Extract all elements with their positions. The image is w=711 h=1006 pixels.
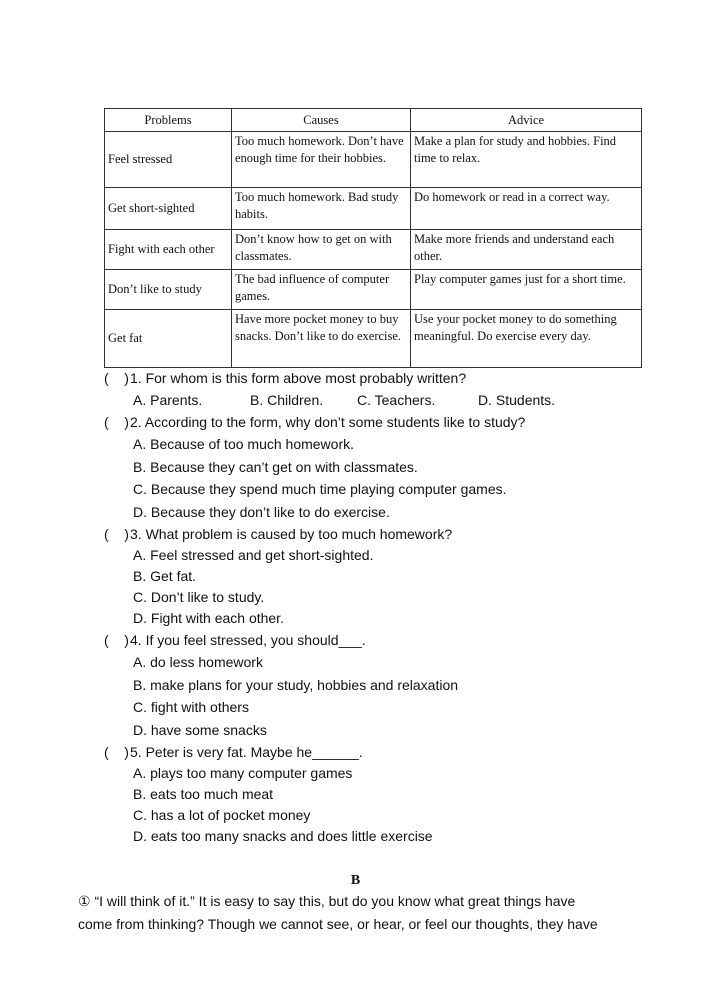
- problem-cell: Fight with each other: [105, 230, 232, 270]
- question-1: [104, 367, 664, 389]
- question-5: [104, 741, 664, 763]
- question-text: 5. Peter is very fat. Maybe he______.: [130, 744, 363, 760]
- problem-cell: Feel stressed: [105, 132, 232, 188]
- option-d: D. Students.: [478, 392, 556, 408]
- question-text: 4. If you feel stressed, you should___.: [130, 632, 366, 648]
- advice-cell: Play computer games just for a short time.: [411, 270, 642, 310]
- question-4: [104, 629, 664, 651]
- option-b: B. Because they can’t get on with classmates.: [133, 458, 418, 475]
- advice-cell: Make a plan for study and hobbies. Find time to relax.: [411, 132, 642, 188]
- header-causes: Causes: [232, 109, 411, 132]
- option-d: D. Fight with each other.: [133, 610, 284, 626]
- passage-line-2: come from thinking? Though we cannot see, or hear, or feel our thoughts, they have: [78, 916, 598, 932]
- cause-cell: Too much homework. Bad study habits.: [232, 188, 411, 230]
- passage-line-1: ① “I will think of it.” It is easy to say this, but do you know what great things have: [78, 893, 576, 909]
- question-2: [104, 411, 664, 433]
- table-row: [105, 310, 642, 368]
- table-row: [105, 230, 642, 270]
- option-a: A. Feel stressed and get short-sighted.: [133, 547, 374, 563]
- answer-blank[interactable]: ( ): [104, 526, 129, 542]
- table-header-row: [105, 109, 642, 132]
- option-c: C. has a lot of pocket money: [133, 807, 311, 823]
- problems-table: [104, 108, 642, 368]
- answer-blank[interactable]: ( ): [104, 744, 129, 760]
- option-b: B. Get fat.: [133, 568, 197, 584]
- table-row: [105, 188, 642, 230]
- advice-cell: Use your pocket money to do something meaningful. Do exercise every day.: [411, 310, 642, 368]
- option-b: B. Children.: [250, 392, 324, 408]
- section-b-heading: B: [350, 873, 361, 888]
- option-d: D. have some snacks: [133, 721, 267, 738]
- problem-cell: Don’t like to study: [105, 270, 232, 310]
- cause-cell: Have more pocket money to buy snacks. Don’t like to do exercise.: [232, 310, 411, 368]
- option-c: C. Teachers.: [357, 392, 436, 408]
- table-row: [105, 132, 642, 188]
- problem-cell: Get fat: [105, 310, 232, 368]
- question-text: 1. For whom is this form above most probably written?: [130, 370, 467, 386]
- question-1-options: [104, 389, 664, 411]
- problem-cell: Get short-sighted: [105, 188, 232, 230]
- option-b: B. make plans for your study, hobbies and relaxation: [133, 676, 459, 693]
- option-a: A. plays too many computer games: [133, 765, 353, 781]
- answer-blank[interactable]: ( ): [104, 632, 129, 648]
- option-c: C. Because they spend much time playing computer games.: [133, 481, 507, 497]
- option-c: C. fight with others: [133, 699, 249, 715]
- header-advice: Advice: [411, 109, 642, 132]
- passage-paragraph: [78, 890, 638, 936]
- question-text: 2. According to the form, why don’t some students like to study?: [130, 414, 526, 430]
- question-text: 3. What problem is caused by too much homework?: [130, 526, 453, 542]
- option-a: A. do less homework: [133, 654, 263, 670]
- advice-cell: Make more friends and understand each other.: [411, 230, 642, 270]
- option-b: B. eats too much meat: [133, 786, 274, 802]
- option-a: A. Because of too much homework.: [133, 436, 354, 452]
- option-d: D. Because they don’t like to do exercise.: [133, 503, 390, 520]
- cause-cell: Too much homework. Don’t have enough time for their hobbies.: [232, 132, 411, 188]
- question-3: [104, 523, 664, 545]
- option-a: A. Parents.: [133, 392, 203, 408]
- header-problems: Problems: [105, 109, 232, 132]
- advice-cell: Do homework or read in a correct way.: [411, 188, 642, 230]
- answer-blank[interactable]: ( ): [104, 370, 129, 386]
- option-d: D. eats too many snacks and does little exercise: [133, 828, 433, 844]
- table-row: [105, 270, 642, 310]
- option-c: C. Don’t like to study.: [133, 589, 265, 605]
- questions-list: [104, 367, 664, 847]
- cause-cell: The bad influence of computer games.: [232, 270, 411, 310]
- answer-blank[interactable]: ( ): [104, 414, 129, 430]
- cause-cell: Don’t know how to get on with classmates.: [232, 230, 411, 270]
